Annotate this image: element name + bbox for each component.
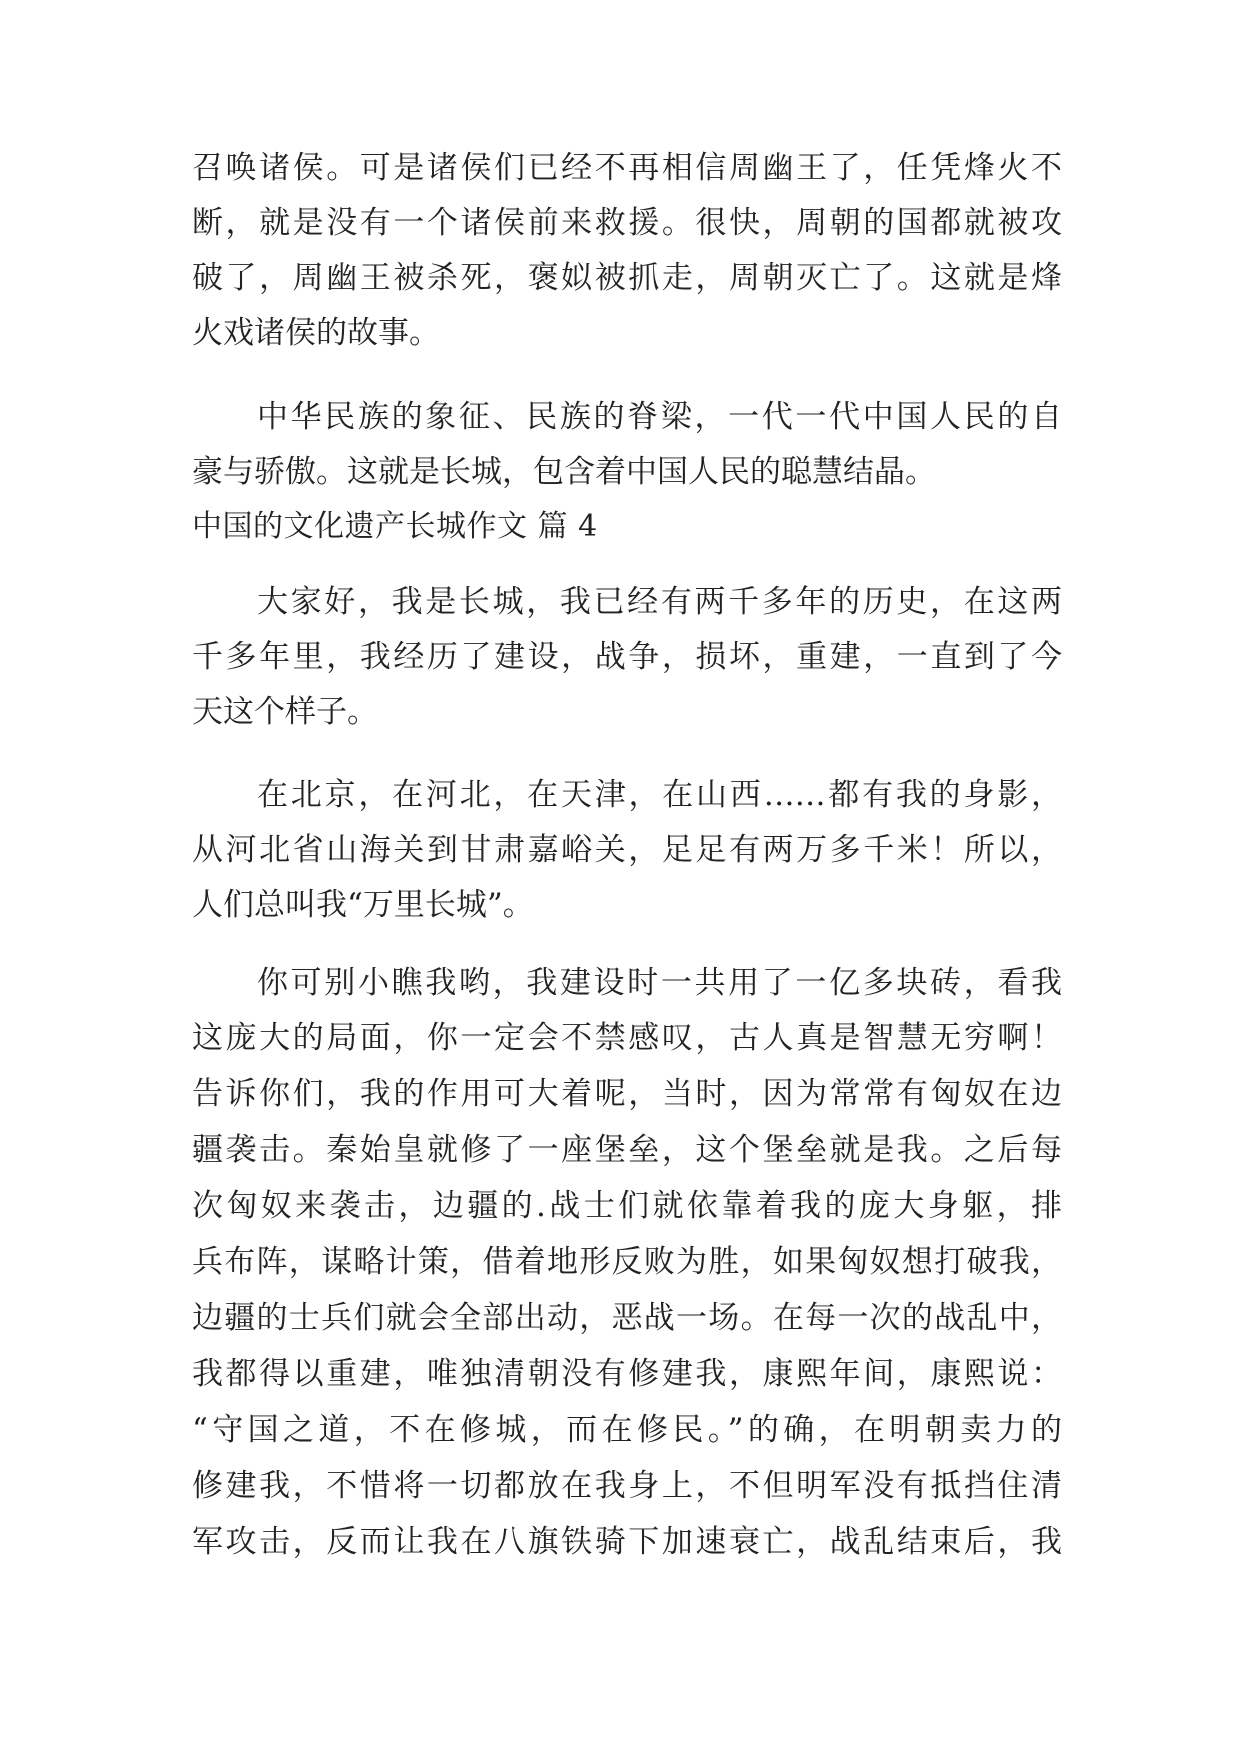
text-line: 你可别小瞧我哟，我建设时一共用了一亿多块砖，看我 [257, 965, 1062, 1001]
text-line: 次匈奴来袭击，边疆的.战士们就依靠着我的庞大身躯，排 [192, 1188, 1062, 1224]
text-line: 断，就是没有一个诸侯前来救援。很快，周朝的国都就被攻 [192, 205, 1062, 241]
text-line: 这庞大的局面，你一定会不禁感叹，古人真是智慧无穷啊！ [192, 1020, 1062, 1056]
text-line: 人们总叫我“万里长城”。 [192, 887, 534, 923]
text-line: 中华民族的象征、民族的脊梁，一代一代中国人民的自 [257, 399, 1062, 435]
text-line: 千多年里，我经历了建设，战争，损坏，重建，一直到了今 [192, 639, 1062, 675]
text-line: 告诉你们，我的作用可大着呢，当时，因为常常有匈奴在边 [192, 1076, 1062, 1112]
text-line: 召唤诸侯。可是诸侯们已经不再相信周幽王了，任凭烽火不 [192, 150, 1062, 186]
text-line: “守国之道，不在修城，而在修民。”的确，在明朝卖力的 [192, 1412, 1062, 1448]
text-line: 火戏诸侯的故事。 [192, 315, 440, 351]
text-line: 在北京，在河北，在天津，在山西……都有我的身影， [257, 777, 1062, 813]
text-line: 疆袭击。秦始皇就修了一座堡垒，这个堡垒就是我。之后每 [192, 1132, 1062, 1168]
text-line: 军攻击，反而让我在八旗铁骑下加速衰亡，战乱结束后，我 [192, 1524, 1062, 1560]
text-line: 大家好，我是长城，我已经有两千多年的历史，在这两 [257, 584, 1062, 620]
text-line: 我都得以重建，唯独清朝没有修建我，康熙年间，康熙说： [192, 1356, 1062, 1392]
text-line: 边疆的士兵们就会全部出动，恶战一场。在每一次的战乱中， [192, 1300, 1062, 1336]
text-line: 兵布阵，谋略计策，借着地形反败为胜，如果匈奴想打破我， [192, 1244, 1062, 1280]
text-line: 从河北省山海关到甘肃嘉峪关，足足有两万多千米！所以， [192, 832, 1062, 868]
text-line: 破了，周幽王被杀死，褒姒被抓走，周朝灭亡了。这就是烽 [192, 260, 1062, 296]
text-line: 修建我，不惜将一切都放在我身上，不但明军没有抵挡住清 [192, 1468, 1062, 1504]
text-line: 豪与骄傲。这就是长城，包含着中国人民的聪慧结晶。 [192, 454, 936, 490]
section-heading: 中国的文化遗产长城作文 篇 4 [192, 509, 598, 544]
text-line: 天这个样子。 [192, 694, 378, 730]
